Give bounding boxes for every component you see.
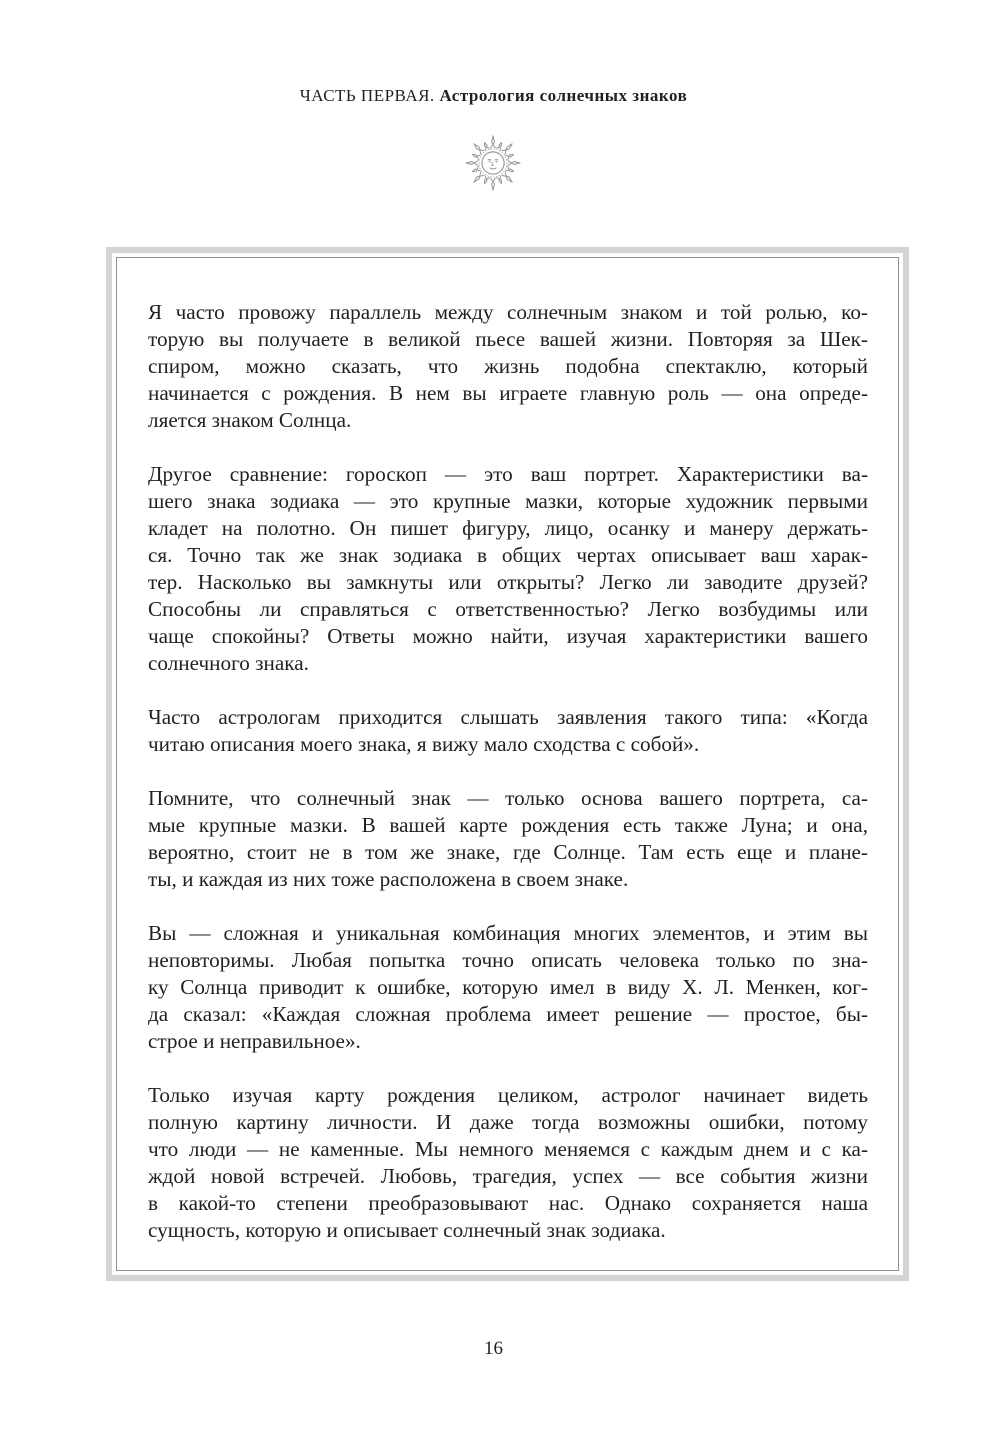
sun-ray — [506, 166, 514, 171]
text-line: Другое сравнение: гороскоп — это ваш портрет. Характеристики ва- — [148, 462, 868, 486]
paragraph — [148, 299, 868, 434]
text-line: шего знака зодиака — это крупные мазки, которые художник первыми — [148, 489, 868, 513]
text-line: Помните, что солнечный знак — только основа вашего портрета, са- — [148, 786, 868, 810]
running-head-title: Астрология солнечных знаков — [439, 86, 688, 105]
text-line: мые крупные мазки. В вашей карте рождения есть также Луна; и она, — [148, 813, 868, 837]
paragraph — [148, 704, 868, 758]
text-line: ляется знаком Солнца. — [148, 408, 352, 432]
paragraph-gap — [148, 758, 868, 785]
paragraph-gap — [148, 1055, 868, 1082]
paragraph-gap — [148, 893, 868, 920]
text-line: Способны ли справляться с ответственностью? Легко возбудимы или — [148, 597, 868, 621]
sun-ray — [490, 178, 495, 190]
text-line: полную картину личности. И даже тогда возможны ошибки, потому — [148, 1110, 868, 1134]
page-number: 16 — [484, 1338, 503, 1359]
text-line: ждой новой встречей. Любовь, трагедия, успех — все события жизни — [148, 1164, 868, 1188]
text-line: ку Солнца приводит к ошибке, которую имел в виду Х. Л. Менкен, ког- — [148, 975, 868, 999]
paragraph — [148, 920, 868, 1055]
sun-ray — [466, 160, 478, 165]
text-line: начинается с рождения. В нем вы играете главную роль — она опреде- — [148, 381, 868, 405]
sun-ray — [484, 142, 489, 150]
paragraph-gap — [148, 434, 868, 461]
paragraph — [148, 461, 868, 677]
text-line: кладет на полотно. Он пишет фигуру, лицо, осанку и манеру держать- — [148, 516, 868, 540]
text-line: Вы — сложная и уникальная комбинация многих элементов, и этим вы — [148, 921, 868, 945]
text-line: ся. Точно так же знак зодиака в общих чертах описывает ваш харак- — [148, 543, 868, 567]
text-line: Я часто провожу параллель между солнечным знаком и той ролью, ко- — [148, 300, 868, 324]
paragraph — [148, 785, 868, 893]
text-line: в какой-то степени преобразовывают нас. Однако сохраняется наша — [148, 1191, 868, 1215]
text-line: чаще спокойны? Ответы можно найти, изучая характеристики вашего — [148, 624, 868, 648]
text-line: вероятно, стоит не в том же знаке, где Солнце. Там есть еще и плане- — [148, 840, 868, 864]
sun-ray — [496, 176, 501, 184]
running-head — [0, 86, 987, 106]
paragraph — [148, 1082, 868, 1244]
text-line: Только изучая карту рождения целиком, астролог начинает видеть — [148, 1083, 868, 1107]
sun-ray — [508, 160, 520, 165]
sun-ray — [496, 142, 501, 150]
sun-ray — [484, 176, 489, 184]
running-head-part: ЧАСТЬ ПЕРВАЯ. — [299, 86, 435, 105]
text-line: ты, и каждая из них тоже расположена в своем знаке. — [148, 867, 629, 891]
text-line: торую вы получаете в великой пьесе вашей жизни. Повторяя за Шек- — [148, 327, 868, 351]
text-line: Часто астрологам приходится слышать заявления такого типа: «Когда — [148, 705, 868, 729]
sun-ray — [506, 154, 514, 159]
text-line: сущность, которую и описывает солнечный знак зодиака. — [148, 1218, 666, 1242]
text-line: строе и неправильное». — [148, 1029, 361, 1053]
text-line: что люди — не каменные. Мы немного меняемся с каждым днем и с ка- — [148, 1137, 868, 1161]
text-line: неповторимы. Любая попытка точно описать человека только по зна- — [148, 948, 868, 972]
sun-ray — [502, 144, 512, 154]
sun-ray — [474, 144, 484, 154]
sun-ray — [474, 172, 484, 182]
text-line: да сказал: «Каждая сложная проблема имеет решение — простое, бы- — [148, 1002, 868, 1026]
sun-ray — [472, 166, 480, 171]
sun-ray — [502, 172, 512, 182]
text-line: солнечного знака. — [148, 651, 309, 675]
paragraph-gap — [148, 677, 868, 704]
text-line: спиром, можно сказать, что жизнь подобна спектаклю, который — [148, 354, 868, 378]
body-text — [148, 299, 868, 1244]
sun-ray — [472, 154, 480, 159]
sun-face-icon — [464, 134, 522, 192]
sun-ray — [490, 136, 495, 148]
text-line: тер. Насколько вы замкнуты или открыты? Легко ли заводите друзей? — [148, 570, 868, 594]
text-line: читаю описания моего знака, я вижу мало сходства с собой». — [148, 732, 700, 756]
